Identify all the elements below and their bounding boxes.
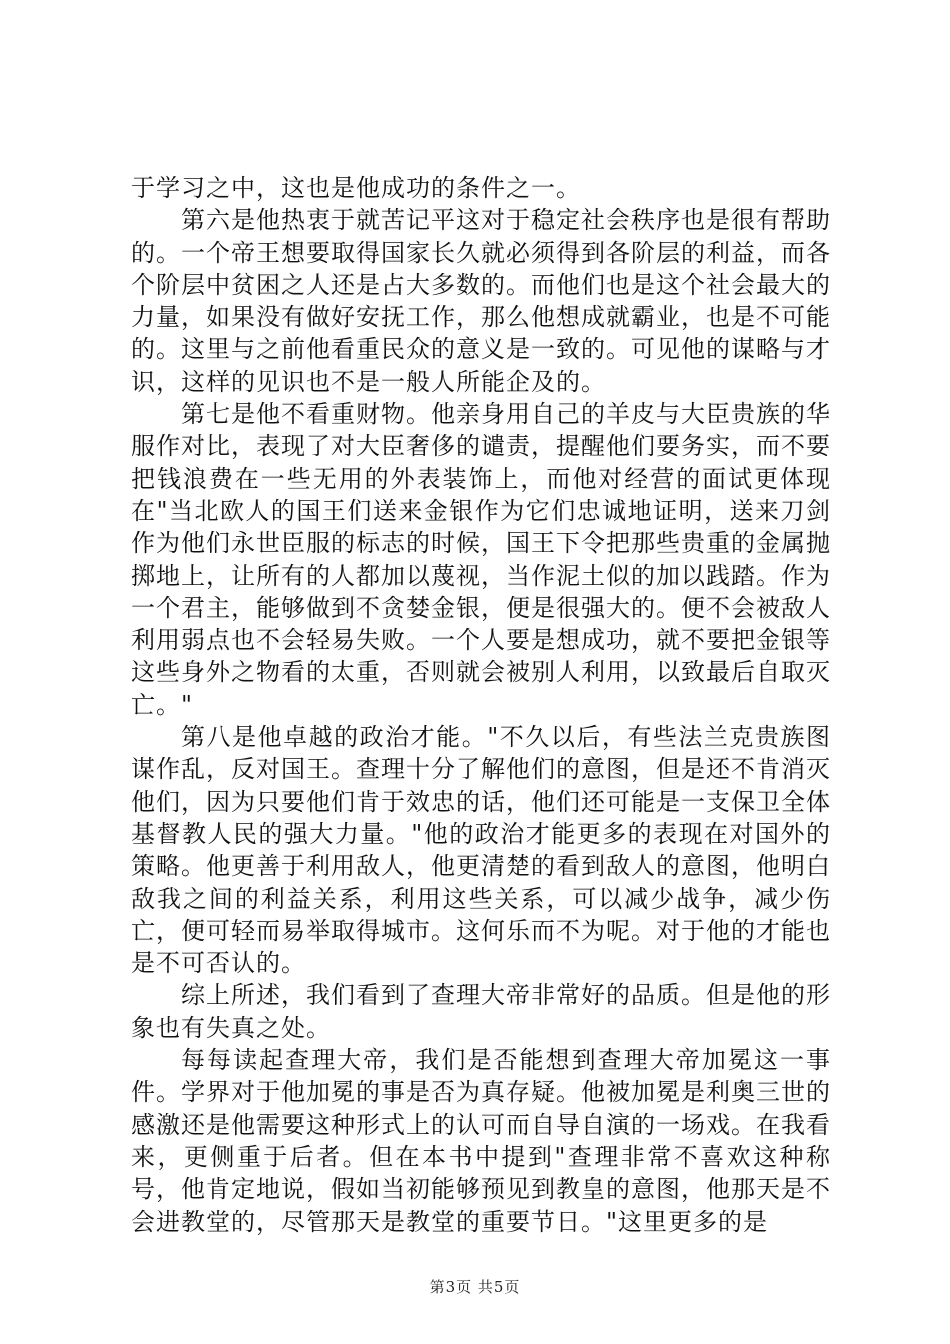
paragraph-4: 第八是他卓越的政治才能。"不久以后，有些法兰克贵族图谋作乱，反对国王。查理十分了解他们的意图，但是还不肯消灭他们，因为只要他们肯于效忠的话，他们还可能是一支保卫全体基督教人民的强大力量。"他的政治才能更多的表现在对国外的策略。他更善于利用敌人，他更清楚的看到敌人的意图，他明白敌我之间的利益关系，利用这些关系，可以减少战争，减少伤亡，便可轻而易举取得城市。这何乐而不为呢。对于他的才能也是不可否认的。 <box>131 723 831 978</box>
paragraph-3: 第七是他不看重财物。他亲身用自己的羊皮与大臣贵族的华服作对比，表现了对大臣奢侈的谴责，提醒他们要务实，而不要把钱浪费在一些无用的外表装饰上，而他对经营的面试更体现在"当北欧人的国王们送来金银作为它们忠诚地证明，送来刀剑作为他们永世臣服的标志的时候，国王下令把那些贵重的金属抛掷地上，让所有的人都加以蔑视，当作泥土似的加以践踏。作为一个君主，能够做到不贪婪金银，便是很强大的。便不会被敌人利用弱点也不会轻易失败。一个人要是想成功，就不要把金银等这些身外之物看的太重，否则就会被别人利用，以致最后自取灭亡。" <box>131 400 831 719</box>
paragraph-1: 于学习之中，这也是他成功的条件之一。 <box>131 174 581 202</box>
paragraph-2: 第六是他热衷于就苦记平这对于稳定社会秩序也是很有帮助的。一个帝王想要取得国家长久就必须得到各阶层的利益，而各个阶层中贫困之人还是占大多数的。而他们也是这个社会最大的力量，如果没有做好安抚工作，那么他想成就霸业，也是不可能的。这里与之前他看重民众的意义是一致的。可见他的谋略与才识，这样的见识也不是一般人所能企及的。 <box>131 206 831 396</box>
document-body <box>131 172 831 1238</box>
paragraph-5: 综上所述，我们看到了查理大帝非常好的品质。但是他的形象也有失真之处。 <box>131 981 831 1042</box>
page-number-footer: 第3页 共5页 <box>429 1278 521 1296</box>
paragraph-6: 每每读起查理大帝，我们是否能想到查理大帝加冕这一事件。学界对于他加冕的事是否为真存疑。他被加冕是利奥三世的感激还是他需要这种形式上的认可而自导自演的一场戏。在我看来，更侧重于后者。但在本书中提到"查理非常不喜欢这种称号，他肯定地说，假如当初能够预见到教皇的意图，他那天是不会进教堂的，尽管那天是教堂的重要节日。"这里更多的是 <box>131 1046 831 1236</box>
